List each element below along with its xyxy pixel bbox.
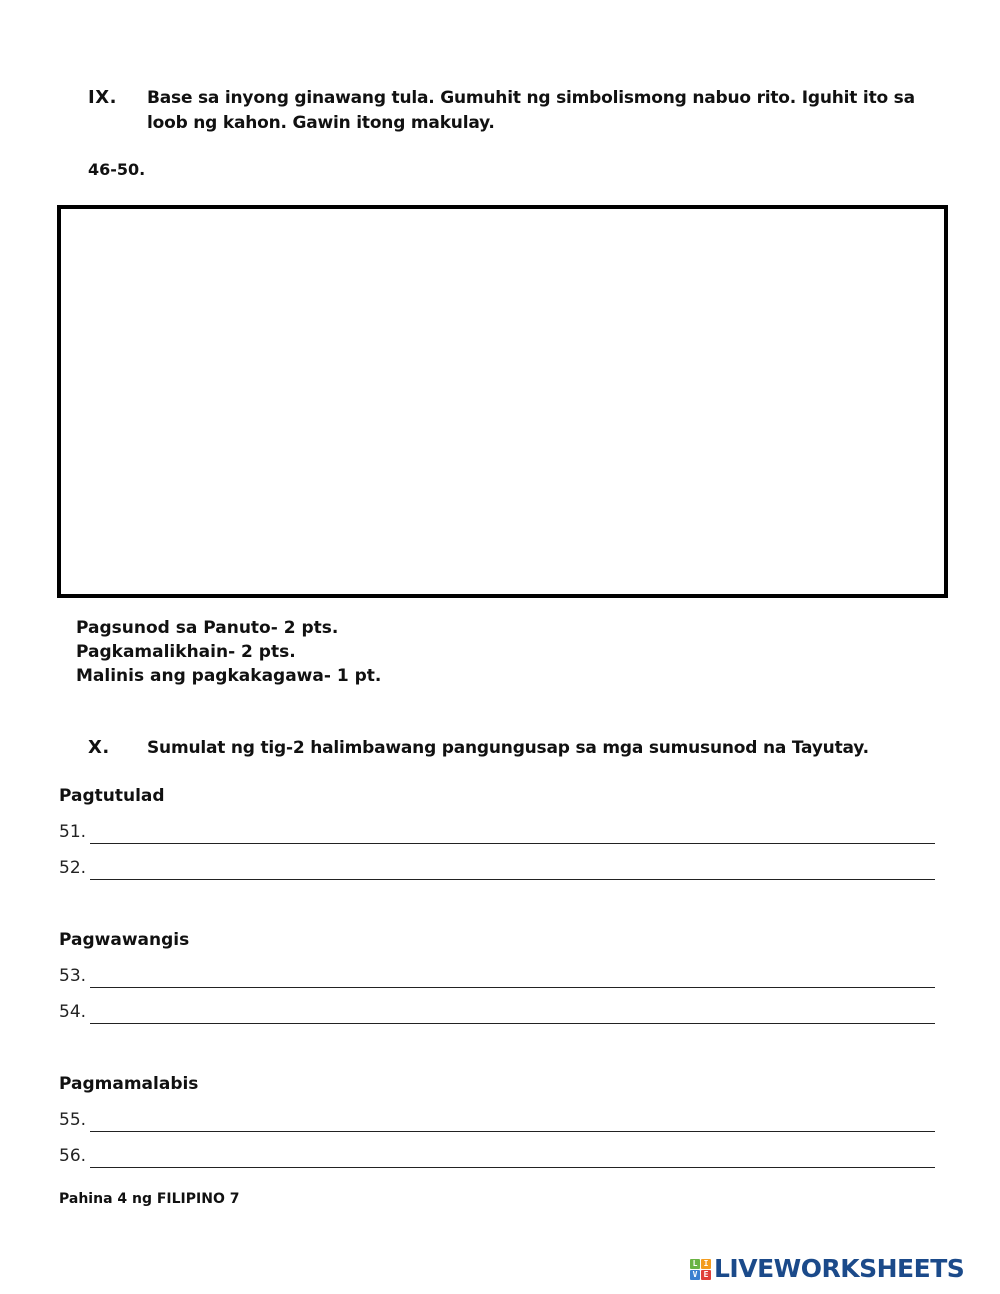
- section-ix-number: IX.: [88, 87, 117, 108]
- answer-row-56: [59, 1138, 935, 1168]
- answer-number: 54.: [59, 1002, 87, 1022]
- logo-letter-l: L: [690, 1259, 700, 1269]
- logo-wordmark: LIVEWORKSHEETS: [714, 1254, 965, 1283]
- logo-letter-e: E: [701, 1270, 711, 1280]
- rubric-item-pagkamalikhain: Pagkamalikhain- 2 pts.: [76, 642, 296, 662]
- section-ix-instruction: [147, 86, 937, 136]
- rubric-item-panuto: Pagsunod sa Panuto- 2 pts.: [76, 618, 339, 638]
- liveworksheets-logo: [690, 1256, 964, 1282]
- section-ix-instruction-line2: loob ng kahon. Gawin itong makulay.: [147, 113, 495, 133]
- answer-row-53: [59, 958, 935, 988]
- answer-input-52[interactable]: [90, 857, 935, 880]
- answer-input-54[interactable]: [90, 1001, 935, 1024]
- category-label-pagmamalabis: Pagmamalabis: [59, 1074, 199, 1094]
- answer-row-54: [59, 994, 935, 1024]
- logo-letter-i: I: [701, 1259, 711, 1269]
- answer-number: 56.: [59, 1146, 87, 1166]
- answer-row-55: [59, 1102, 935, 1132]
- rubric: [76, 616, 381, 688]
- drawing-box[interactable]: [57, 205, 948, 598]
- answer-number: 52.: [59, 858, 87, 878]
- section-x-number: X.: [88, 737, 110, 758]
- section-x-instruction: Sumulat ng tig-2 halimbawang pangungusap sa mga sumusunod na Tayutay.: [147, 738, 869, 758]
- answer-input-55[interactable]: [90, 1109, 935, 1132]
- logo-letter-v: V: [690, 1270, 700, 1280]
- answer-input-56[interactable]: [90, 1145, 935, 1168]
- answer-input-53[interactable]: [90, 965, 935, 988]
- answer-row-51: [59, 814, 935, 844]
- rubric-item-malinis: Malinis ang pagkakagawa- 1 pt.: [76, 666, 382, 686]
- answer-row-52: [59, 850, 935, 880]
- live-grid-icon: [690, 1259, 711, 1280]
- category-label-pagtutulad: Pagtutulad: [59, 786, 165, 806]
- section-ix-instruction-line1: Base sa inyong ginawang tula. Gumuhit ng simbolismong nabuo rito. Iguhit ito sa: [147, 88, 915, 108]
- answer-input-51[interactable]: [90, 821, 935, 844]
- answer-number: 51.: [59, 822, 87, 842]
- answer-number: 53.: [59, 966, 87, 986]
- category-label-pagwawangis: Pagwawangis: [59, 930, 190, 950]
- item-range-46-50: 46-50.: [88, 160, 146, 179]
- answer-number: 55.: [59, 1110, 87, 1130]
- page-footer: Pahina 4 ng FILIPINO 7: [59, 1191, 240, 1207]
